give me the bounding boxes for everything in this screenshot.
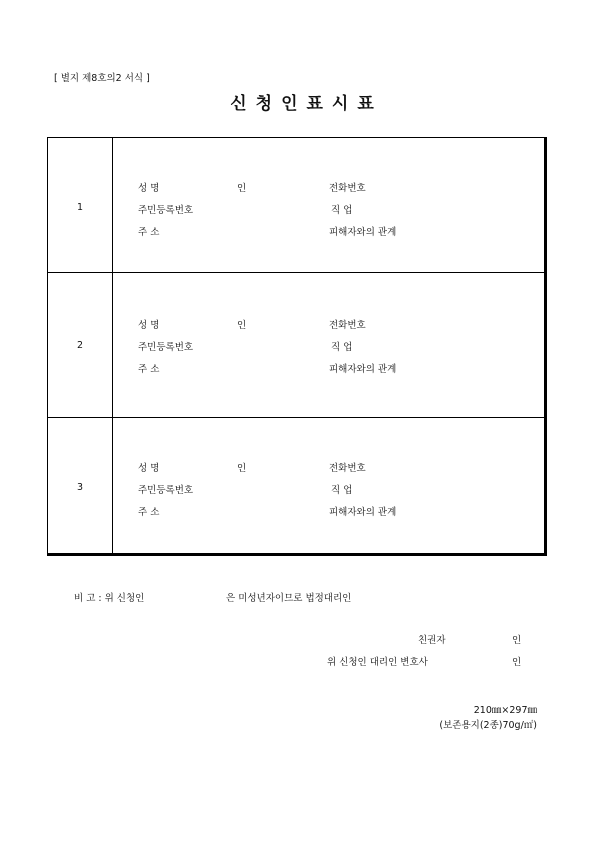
relation-label: 피해자와의 관계: [329, 227, 397, 238]
attorney-seal-mark: 인: [512, 657, 522, 668]
address-label: 주 소: [138, 227, 160, 238]
paper-type: (보존용지(2종)70g/㎡): [439, 720, 537, 731]
resident-number-label: 주민등록번호: [138, 205, 194, 216]
relation-label: 피해자와의 관계: [329, 364, 397, 375]
seal-mark: 인: [237, 320, 247, 331]
document-title: 신청인표시표: [230, 94, 383, 114]
remark-text: 은 미성년자이므로 법정대리인: [226, 593, 352, 604]
seal-mark: 인: [237, 183, 247, 194]
paper-size: 210㎜×297㎜: [473, 705, 537, 716]
occupation-label: 직 업: [331, 205, 353, 216]
row-number: 1: [76, 202, 84, 213]
attorney-label: 위 신청인 대리인 변호사: [327, 657, 428, 668]
name-label: 성 명: [138, 183, 160, 194]
name-label: 성 명: [138, 463, 160, 474]
address-label: 주 소: [138, 507, 160, 518]
occupation-label: 직 업: [331, 485, 353, 496]
resident-number-label: 주민등록번호: [138, 342, 194, 353]
applicant-row: [48, 272, 544, 418]
name-label: 성 명: [138, 320, 160, 331]
phone-label: 전화번호: [329, 320, 366, 331]
row-number: 2: [76, 340, 84, 351]
applicant-row: [48, 138, 544, 273]
phone-label: 전화번호: [329, 463, 366, 474]
seal-mark: 인: [237, 463, 247, 474]
guardian-label: 친권자: [418, 635, 446, 646]
applicant-row: [48, 418, 544, 553]
remark-label: 비 고 : 위 신청인: [74, 593, 145, 604]
applicant-table: [47, 137, 547, 556]
guardian-seal-mark: 인: [512, 635, 522, 646]
form-number-label: [ 별지 제8호의2 서식 ]: [54, 73, 150, 84]
address-label: 주 소: [138, 364, 160, 375]
occupation-label: 직 업: [331, 342, 353, 353]
resident-number-label: 주민등록번호: [138, 485, 194, 496]
relation-label: 피해자와의 관계: [329, 507, 397, 518]
row-number: 3: [76, 482, 84, 493]
phone-label: 전화번호: [329, 183, 366, 194]
